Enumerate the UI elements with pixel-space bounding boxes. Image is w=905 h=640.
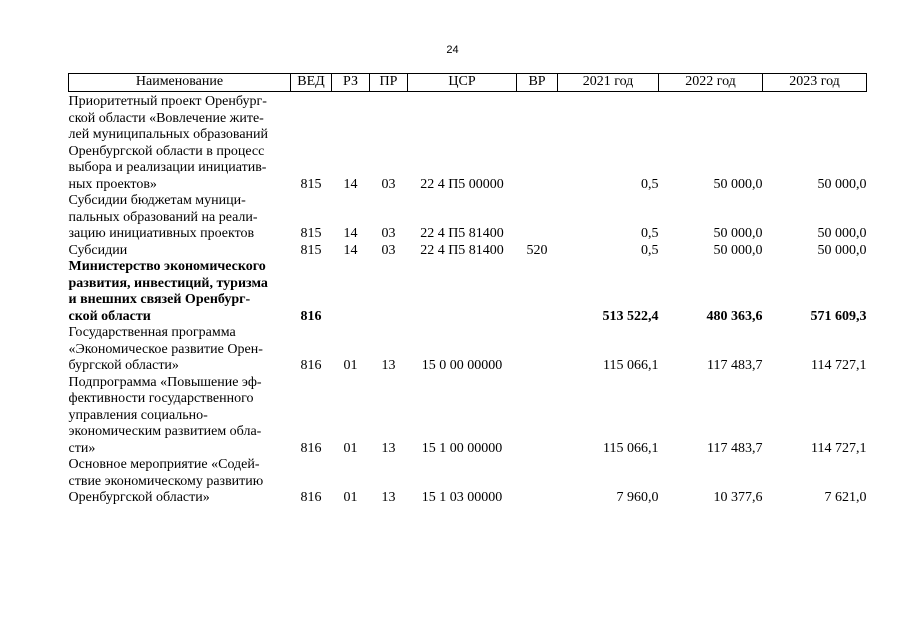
- row-name-line: ствие экономическому развитию: [68, 473, 264, 489]
- header-vr: ВР: [517, 74, 558, 92]
- row-name-cell: [69, 457, 291, 507]
- row-name-line: сти»: [68, 440, 96, 456]
- csr-cell: 22 4 П5 81400: [420, 226, 504, 241]
- value-2022-cell: 117 483,7: [707, 358, 763, 373]
- row-name-line: «Экономическое развитие Орен-: [68, 341, 263, 357]
- rz-cell: 14: [343, 176, 358, 192]
- csr-cell: 22 4 П5 81400: [420, 242, 504, 258]
- pr-cell: 13: [381, 358, 396, 373]
- rz-cell: 01: [343, 358, 358, 373]
- row-name-line: выбора и реализации инициатив-: [68, 160, 267, 175]
- value-2022-cell: 480 363,6: [706, 308, 763, 324]
- vr-cell: [517, 375, 558, 458]
- pr-cell: 03: [381, 176, 396, 192]
- page-number: 24: [446, 44, 459, 56]
- value-2021-cell: 115 066,1: [603, 358, 659, 373]
- row-name-cell: [69, 375, 291, 458]
- row-name-line: Субсидии бюджетам муници-: [68, 193, 246, 208]
- ved-cell: 815: [300, 242, 322, 258]
- row-name-line: Приоритетный проект Оренбург-: [68, 94, 267, 109]
- vr-cell: [517, 325, 558, 375]
- row-name-line: ской области: [68, 308, 151, 324]
- row-name-line: развития, инвестиций, туризма: [68, 275, 268, 291]
- ved-cell: 815: [300, 176, 322, 192]
- value-2022-cell: 10 377,6: [713, 490, 763, 505]
- value-2022-cell: 50 000,0: [713, 226, 763, 241]
- row-name-line: пальных образований на реали-: [68, 209, 258, 225]
- header-rz: РЗ: [332, 74, 370, 92]
- header-2023: 2023 год: [763, 74, 867, 92]
- table-header-row: [69, 74, 867, 92]
- row-name-line: Министерство экономического: [68, 259, 266, 274]
- value-2021-cell: 0,5: [641, 242, 659, 258]
- rz-cell: [332, 259, 370, 325]
- table-row: [69, 193, 867, 243]
- header-csr: ЦСР: [408, 74, 517, 92]
- table-row: [69, 375, 867, 458]
- value-2023-cell: 50 000,0: [817, 226, 867, 241]
- value-2022-cell: 50 000,0: [713, 242, 763, 258]
- pr-cell: [370, 259, 408, 325]
- value-2023-cell: 114 727,1: [811, 358, 867, 373]
- header-2022: 2022 год: [659, 74, 763, 92]
- pr-cell: 13: [381, 440, 396, 456]
- row-name-cell: [69, 193, 291, 243]
- csr-cell: 15 1 00 00000: [421, 440, 503, 456]
- row-name-cell: [69, 325, 291, 375]
- vr-cell: [517, 259, 558, 325]
- vr-cell: [517, 193, 558, 243]
- value-2021-cell: 0,5: [641, 226, 659, 241]
- table-body: [69, 92, 867, 507]
- value-2021-cell: 0,5: [641, 176, 659, 192]
- row-name-line: Основное мероприятие «Содей-: [68, 457, 260, 472]
- value-2023-cell: 571 609,3: [810, 308, 867, 324]
- value-2022-cell: 117 483,7: [707, 440, 763, 456]
- row-name-line: и внешних связей Оренбург-: [68, 292, 251, 307]
- csr-cell: [408, 259, 517, 325]
- pr-cell: 13: [381, 490, 396, 505]
- row-name-line: Субсидии: [68, 242, 128, 258]
- header-ved: ВЕД: [291, 74, 332, 92]
- row-name-line: фективности государственного: [68, 391, 254, 406]
- header-2021: 2021 год: [558, 74, 659, 92]
- value-2021-cell: 513 522,4: [602, 308, 659, 324]
- csr-cell: 15 0 00 00000: [421, 358, 503, 373]
- value-2021-cell: 115 066,1: [603, 440, 659, 456]
- ved-cell: 815: [300, 226, 322, 241]
- csr-cell: 22 4 П5 00000: [420, 176, 504, 192]
- table-row: [69, 92, 867, 194]
- rz-cell: 01: [343, 440, 358, 456]
- row-name-line: ных проектов»: [68, 176, 157, 192]
- value-2023-cell: 7 621,0: [824, 490, 867, 505]
- row-name-line: лей муниципальных образований: [68, 127, 269, 142]
- value-2023-cell: 114 727,1: [811, 440, 867, 456]
- row-name-line: экономическим развитием обла-: [68, 424, 262, 439]
- value-2021-cell: 7 960,0: [616, 490, 659, 505]
- rz-cell: 14: [343, 242, 358, 258]
- ved-cell: 816: [300, 308, 322, 324]
- rz-cell: 01: [343, 490, 358, 505]
- rz-cell: 14: [343, 226, 358, 241]
- row-name-cell: [69, 259, 291, 325]
- row-name-cell: [69, 92, 291, 194]
- budget-table: [68, 73, 867, 507]
- row-name-cell: [69, 243, 291, 260]
- header-pr: ПР: [370, 74, 408, 92]
- ved-cell: 816: [300, 440, 322, 456]
- pr-cell: 03: [381, 226, 396, 241]
- ved-cell: 816: [300, 358, 322, 373]
- table-row: [69, 259, 867, 325]
- row-name-line: Оренбургской области»: [68, 490, 210, 505]
- table-row: [69, 457, 867, 507]
- pr-cell: 03: [381, 242, 396, 258]
- row-name-line: зацию инициативных проектов: [68, 226, 255, 241]
- ved-cell: 816: [300, 490, 322, 505]
- table-row: [69, 325, 867, 375]
- row-name-line: бургской области»: [68, 358, 179, 373]
- row-name-line: управления социально-: [68, 407, 208, 423]
- row-name-line: ской области «Вовлечение жите-: [68, 110, 264, 126]
- value-2023-cell: 50 000,0: [817, 176, 867, 192]
- vr-cell: [517, 457, 558, 507]
- table-row: [69, 243, 867, 260]
- value-2023-cell: 50 000,0: [817, 242, 867, 258]
- row-name-line: Подпрограмма «Повышение эф-: [68, 374, 262, 390]
- vr-cell: 520: [526, 242, 548, 258]
- value-2022-cell: 50 000,0: [713, 176, 763, 192]
- vr-cell: [517, 92, 558, 194]
- row-name-line: Государственная программа: [68, 325, 236, 340]
- header-name: Наименование: [69, 74, 291, 92]
- row-name-line: Оренбургской области в процесс: [68, 143, 265, 159]
- csr-cell: 15 1 03 00000: [421, 490, 503, 505]
